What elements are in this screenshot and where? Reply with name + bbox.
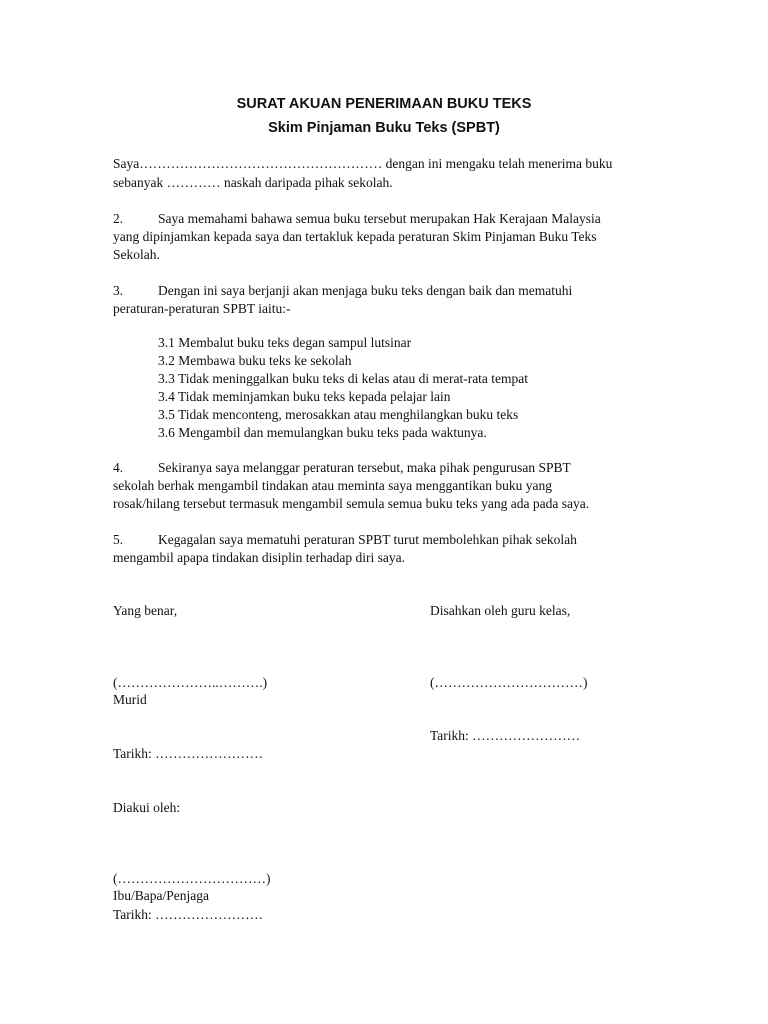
document-subtitle: Skim Pinjaman Buku Teks (SPBT) bbox=[268, 120, 500, 136]
paragraph-1-line-1: Saya……………………………………………… dengan ini mengaku telah menerima buku bbox=[113, 156, 613, 171]
paragraph-1-line-2: sebanyak ………… naskah daripada pihak sekolah. bbox=[113, 175, 393, 190]
paragraph-5-line-1 bbox=[113, 532, 577, 548]
acknowledged-by-label: Diakui oleh: bbox=[113, 800, 181, 815]
rule-item: 3.4 Tidak meminjamkan buku teks kepada pelajar lain bbox=[158, 389, 451, 404]
paragraph-2-number: 2. bbox=[113, 211, 124, 226]
paragraph-4-text: Sekiranya saya melanggar peraturan tersebut, maka pihak pengurusan SPBT bbox=[158, 460, 571, 475]
teacher-date: Tarikh: …………………… bbox=[430, 728, 581, 743]
rule-item: 3.1 Membalut buku teks degan sampul lutsinar bbox=[158, 335, 412, 350]
parent-date: Tarikh: …………………… bbox=[113, 907, 264, 922]
rule-item: 3.5 Tidak menconteng, merosakkan atau menghilangkan buku teks bbox=[158, 407, 519, 422]
paragraph-3-line-1 bbox=[113, 283, 572, 299]
teacher-signature-line: (……………………………) bbox=[430, 675, 588, 690]
parent-signature-line: (……………………………) bbox=[113, 871, 271, 886]
paragraph-3-number: 3. bbox=[113, 283, 124, 298]
paragraph-4-line-2: sekolah berhak mengambil tindakan atau meminta saya menggantikan buku yang bbox=[113, 478, 552, 493]
student-signature-line: (…………………..……….) bbox=[113, 675, 268, 690]
paragraph-4-number: 4. bbox=[113, 460, 124, 475]
document-title: SURAT AKUAN PENERIMAAN BUKU TEKS bbox=[236, 96, 532, 112]
paragraph-2-line-3: Sekolah. bbox=[113, 247, 160, 262]
right-signature-heading: Disahkan oleh guru kelas, bbox=[430, 603, 571, 618]
paragraph-5-text: Kegagalan saya mematuhi peraturan SPBT turut membolehkan pihak sekolah bbox=[158, 532, 577, 547]
left-signature-heading: Yang benar, bbox=[113, 603, 178, 618]
rule-item: 3.2 Membawa buku teks ke sekolah bbox=[158, 353, 352, 368]
student-label: Murid bbox=[113, 692, 147, 707]
rule-item: 3.6 Mengambil dan memulangkan buku teks pada waktunya. bbox=[158, 425, 487, 440]
paragraph-2-line-2: yang dipinjamkan kepada saya dan tertakluk kepada peraturan Skim Pinjaman Buku Teks bbox=[113, 229, 597, 244]
paragraph-2-text: Saya memahami bahawa semua buku tersebut merupakan Hak Kerajaan Malaysia bbox=[158, 211, 601, 226]
student-date: Tarikh: …………………… bbox=[113, 746, 264, 761]
paragraph-4-line-1 bbox=[113, 460, 571, 476]
rule-item: 3.3 Tidak meninggalkan buku teks di kelas atau di merat-rata tempat bbox=[158, 371, 529, 386]
paragraph-3-line-2: peraturan-peraturan SPBT iaitu:- bbox=[113, 301, 291, 316]
parent-label: Ibu/Bapa/Penjaga bbox=[113, 888, 209, 903]
paragraph-5-number: 5. bbox=[113, 532, 124, 547]
paragraph-2-line-1 bbox=[113, 211, 601, 227]
paragraph-5-line-2: mengambil apapa tindakan disiplin terhadap diri saya. bbox=[113, 550, 406, 565]
paragraph-4-line-3: rosak/hilang tersebut termasuk mengambil semula semua buku teks yang ada pada saya. bbox=[113, 496, 590, 511]
paragraph-3-text: Dengan ini saya berjanji akan menjaga buku teks dengan baik dan mematuhi bbox=[158, 283, 573, 298]
